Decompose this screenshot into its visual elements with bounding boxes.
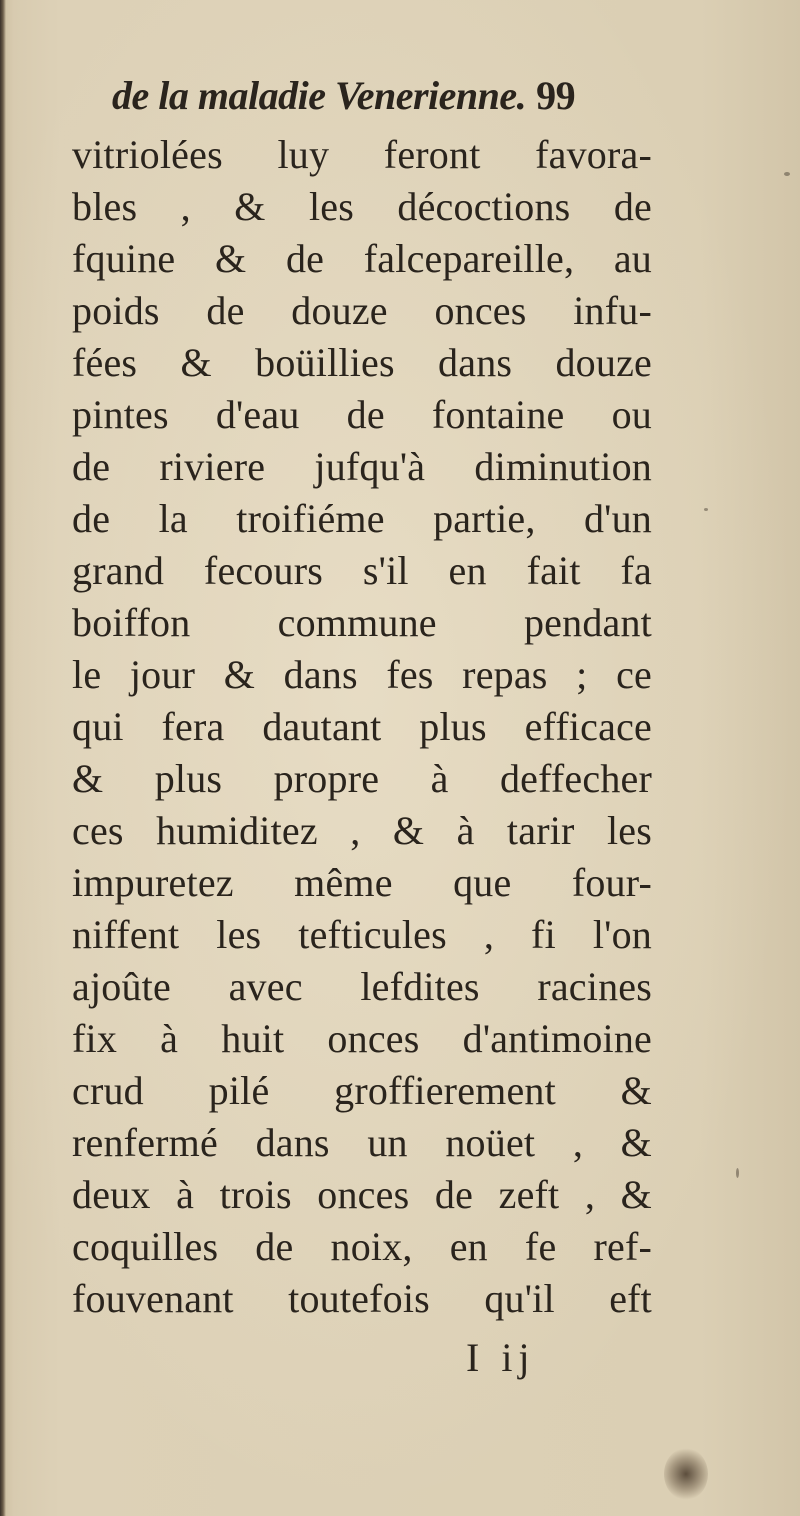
paper-speck: [784, 172, 790, 176]
text-line: de riviere jufqu'à diminution: [72, 444, 652, 489]
running-head: [112, 66, 692, 126]
text-line: fées & boüillies dans douze: [72, 340, 652, 385]
text-line: & plus propre à deffecher: [72, 756, 652, 801]
ink-stain: [664, 1448, 708, 1500]
text-line: fquine & de falcepareille, au: [72, 236, 652, 281]
text-line: vitriolées luy feront favora-: [72, 132, 652, 177]
running-head-title: de la maladie Venerienne.: [112, 73, 527, 118]
text-line: coquilles de noix, en fe ref-: [72, 1224, 652, 1269]
text-line: ajoûte avec lefdites racines: [72, 964, 652, 1009]
text-line: boiffon commune pendant: [72, 600, 652, 645]
text-line: qui fera dautant plus efficace: [72, 704, 652, 749]
binding-gutter: [0, 0, 6, 1516]
paper-speck: [736, 1168, 739, 1178]
text-line: renfermé dans un noüet , &: [72, 1120, 652, 1165]
text-line: grand fecours s'il en fait fa: [72, 548, 652, 593]
text-line: poids de douze onces infu-: [72, 288, 652, 333]
body-text: [72, 128, 672, 1328]
page-number: 99: [536, 73, 576, 118]
signature-mark: I ij: [466, 1335, 536, 1380]
paper-speck: [704, 508, 708, 511]
text-line: impuretez même que four-: [72, 860, 652, 905]
text-line: deux à trois onces de zeft , &: [72, 1172, 652, 1217]
text-line: fouvenant toutefois qu'il eft: [72, 1276, 652, 1321]
text-line: fix à huit onces d'antimoine: [72, 1016, 652, 1061]
text-line: bles , & les décoctions de: [72, 184, 652, 229]
text-line: ces humiditez , & à tarir les: [72, 808, 652, 853]
text-line: crud pilé groffierement &: [72, 1068, 652, 1113]
text-line: le jour & dans fes repas ; ce: [72, 652, 652, 697]
text-line: pintes d'eau de fontaine ou: [72, 392, 652, 437]
text-line: niffent les tefticules , fi l'on: [72, 912, 652, 957]
text-line: de la troifiéme partie, d'un: [72, 496, 652, 541]
